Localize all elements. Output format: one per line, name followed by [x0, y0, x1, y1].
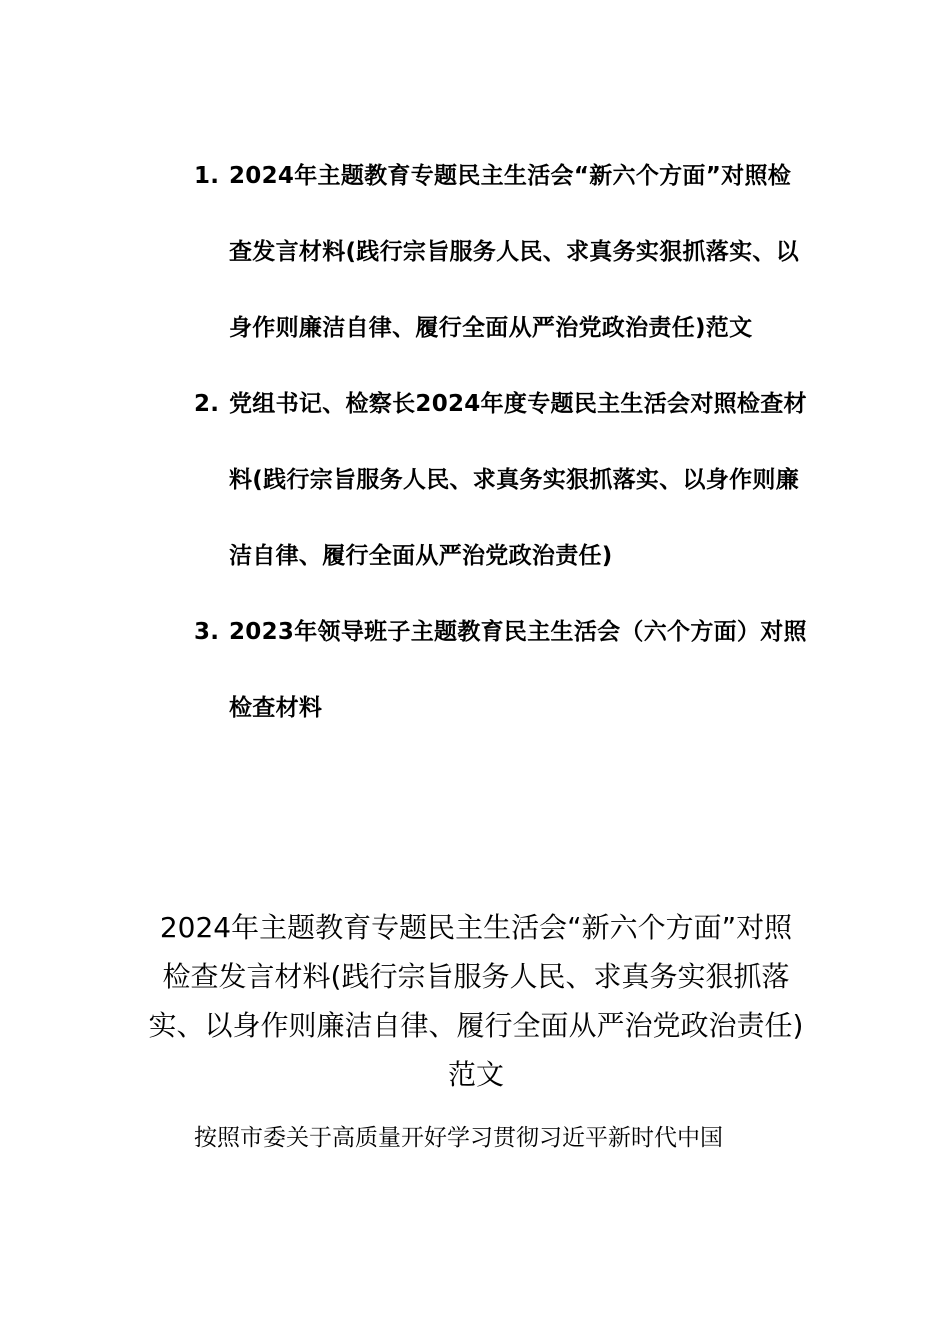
toc-item-1[interactable]: [194, 138, 824, 366]
body-paragraph: 按照市委关于高质量开好学习贯彻习近平新时代中国: [194, 1125, 723, 1151]
toc-item-number: 1.: [194, 163, 220, 189]
toc-item-2[interactable]: [194, 366, 824, 594]
table-of-contents: [194, 138, 824, 746]
toc-item-text: 党组书记、检察长2024年度专题民主生活会对照检查材料(践行宗旨服务人民、求真务实狠抓落实、以身作则廉洁自律、履行全面从严治党政治责任): [229, 391, 807, 569]
toc-item-text: 2023年领导班子主题教育民主生活会（六个方面）对照检查材料: [229, 619, 807, 721]
toc-item-number: 2.: [194, 391, 220, 417]
document-title: 2024年主题教育专题民主生活会“新六个方面”对照检查发言材料(践行宗旨服务人民、求真务实狠抓落实、以身作则廉洁自律、履行全面从严治党政治责任)范文: [148, 911, 804, 1091]
toc-item-3[interactable]: [194, 594, 824, 746]
toc-item-text: 2024年主题教育专题民主生活会“新六个方面”对照检查发言材料(践行宗旨服务人民、求真务实狠抓落实、以身作则廉洁自律、履行全面从严治党政治责任)范文: [229, 163, 800, 341]
toc-item-number: 3.: [194, 619, 220, 645]
